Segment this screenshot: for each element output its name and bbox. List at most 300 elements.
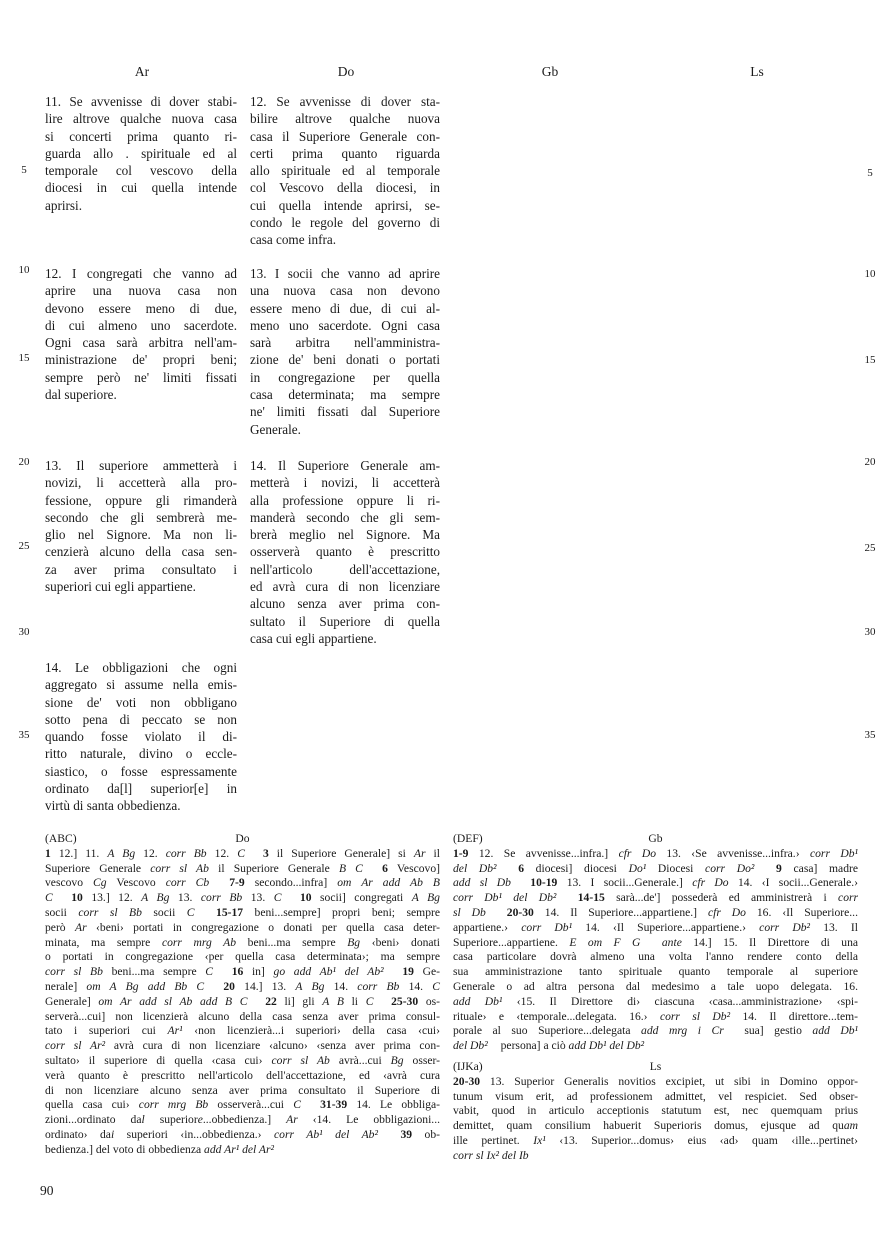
line-reference: 39 (400, 1127, 413, 1141)
variant-text: li (343, 994, 366, 1008)
line-reference: 22 (265, 994, 277, 1008)
apparatus-line (45, 1010, 440, 1025)
paragraph-do (250, 265, 440, 438)
text-line: 13. Il superiore ammetterà i (45, 458, 237, 473)
siglum-note: add Db¹ (453, 994, 503, 1008)
variant-text: 12.] 11. (50, 846, 108, 860)
apparatus-line (453, 876, 858, 891)
variant-text: Ge- (413, 965, 440, 979)
apparatus-line (45, 1084, 440, 1099)
variant-text: 13. Superior Generalis novitios excipiet, ut sibi in Domino oppor- (480, 1074, 858, 1088)
siglum-note: corr Cb (165, 876, 210, 890)
variant-text: ‹beni› portati in congregazione o donati per quella casa deter- (86, 920, 441, 934)
apparatus-line (453, 847, 858, 862)
variant-text: superior (144, 1113, 198, 1127)
variant-text: zioni...ordinato da (45, 1113, 142, 1127)
text-line: metterà i novizi, li accetterà (250, 475, 440, 491)
variant-text: 14. Le obbliga- (347, 1098, 440, 1112)
text-line: alcuno senza aver prima con- (250, 596, 440, 612)
column-header-ls: Ls (750, 64, 764, 79)
variant-text: 12. (206, 846, 238, 860)
text-line: novizi, li accetterà alla pro- (45, 475, 237, 491)
page-number: 90 (40, 1183, 54, 1198)
siglum-note: go add Ab¹ del Ab² (273, 965, 384, 979)
siglum-note: A Bg (107, 846, 136, 860)
text-line: osserverà quanto è prescritto (250, 544, 440, 560)
variant-text: il (425, 846, 440, 860)
apparatus-line (453, 1149, 858, 1164)
text-line: 14. Il Superiore Generale am- (250, 458, 440, 473)
variant-text: porale al suo Superiore...delegata (453, 1024, 642, 1038)
variant-text: superiori ‹in...obbedienza.› (114, 1127, 275, 1141)
siglum-note: cfr Do (692, 876, 729, 890)
variant-text: socii] congregati (311, 891, 412, 905)
siglum-note: Ar (286, 1113, 298, 1127)
apparatus-line (453, 1090, 858, 1105)
line-reference: 1-9 (453, 846, 469, 860)
siglum-note: corr sl Bb (45, 965, 103, 979)
text-line: 13. I socii che vanno ad aprire (250, 266, 440, 281)
variant-text: 13. (242, 891, 274, 905)
line-reference: 20-30 (506, 905, 534, 919)
text-line: zione de' beni donati o portati (250, 352, 440, 368)
siglum-note: om Ar add Ab B (337, 876, 440, 890)
apparatus-sigla: (IJKa) (453, 1060, 483, 1073)
variant-text: tato i superiori cui (45, 1024, 168, 1038)
variant-text: avrà cura di non licenziare ‹alcuno› ‹senza aver prima con- (105, 1039, 441, 1053)
siglum-note: B C (338, 861, 363, 875)
line-reference: 20 (223, 979, 235, 993)
siglum-note: C (45, 891, 53, 905)
paragraph-ar (45, 659, 237, 815)
apparatus-line (453, 950, 858, 965)
line-reference: 6 (518, 861, 524, 875)
text-line: in congregazione per quella (250, 369, 440, 385)
apparatus-line (45, 847, 440, 862)
line-number-left: 30 (18, 626, 30, 638)
text-line: quando fosse violato il di- (45, 729, 237, 745)
siglum-note: A Bg (141, 891, 170, 905)
line-reference: 10 (299, 891, 312, 905)
line-reference: 20-30 (453, 1074, 481, 1088)
line-reference: 25-30 (391, 994, 419, 1008)
text-line: col Vescovo della diocesi, in (250, 180, 440, 196)
text-line: 11. Se avvenisse di dover stabi- (45, 94, 237, 109)
apparatus-line (453, 1024, 858, 1039)
apparatus-line (45, 1024, 440, 1039)
apparatus-line (45, 1069, 440, 1084)
line-reference: 31-39 (320, 1098, 348, 1112)
text-line: fessione, oppure gli rimanderà (45, 492, 237, 508)
siglum-note: corr sl Ab (271, 1053, 330, 1067)
apparatus-header (453, 832, 858, 847)
siglum-note: am (843, 1119, 858, 1133)
apparatus-abc (45, 832, 440, 1158)
siglum-note: Ar¹ (167, 1024, 183, 1038)
variant-text: minata, ma sempre (45, 935, 162, 949)
variant-text: 13. ‹Se avvenisse...infra.› (656, 846, 810, 860)
text-line: secondo che gli sembrerà me- (45, 509, 237, 525)
variant-text: Vescovo (106, 876, 166, 890)
siglum-note: Ar (75, 920, 87, 934)
variant-text: o portati in congregazione ‹per quella casa determinata›; ma sempre (45, 950, 440, 964)
text-line: devono essere meno di due, (45, 300, 237, 316)
apparatus-line (45, 995, 440, 1010)
siglum-note: corr Bb (165, 846, 207, 860)
apparatus-line (45, 891, 440, 906)
apparatus-line (45, 876, 440, 891)
variant-text: ‹14. Le obbligazioni... (297, 1113, 440, 1127)
line-reference: 6 (382, 861, 388, 875)
variant-text: 13. (169, 891, 201, 905)
siglum-note: add mrg i Cr (641, 1024, 724, 1038)
siglum-note: om A Bg add Bb C (86, 979, 205, 993)
variant-text: sua amministrazione tanto spirituale quanto temporale al superiore (453, 965, 858, 979)
line-number-right: 10 (864, 268, 876, 280)
siglum-note: add Db¹ del Db² (568, 1039, 645, 1053)
variant-text: 13. Il (810, 920, 858, 934)
variant-text: Vescovo] (387, 861, 440, 875)
siglum-note: corr Db² (759, 920, 810, 934)
apparatus-sigla: (ABC) (45, 832, 77, 845)
paragraph-ar (45, 265, 237, 403)
text-line: siastico, o fosse espressamente (45, 763, 237, 779)
siglum-note: C (237, 846, 245, 860)
apparatus-line (45, 1128, 440, 1143)
siglum-note: i (110, 1127, 115, 1141)
variant-text: però (45, 920, 76, 934)
apparatus-line (453, 980, 858, 995)
line-number-right: 5 (867, 167, 873, 179)
text-line: manderà secondo che gli sem- (250, 509, 440, 525)
siglum-note: corr sl Db² (659, 1009, 731, 1023)
text-line: Ogni casa sarà arbitra nell'am- (45, 335, 237, 351)
line-reference: 14-15 (577, 891, 605, 905)
apparatus-sigla: (DEF) (453, 832, 483, 845)
siglum-note: sl Db (453, 905, 486, 919)
siglum-note: corr sl Ix² del Ib (453, 1148, 529, 1162)
siglum-note: C (273, 891, 282, 905)
line-number-right: 20 (864, 456, 876, 468)
text-line: glio nel Signore. Ma non li- (45, 527, 237, 543)
variant-text: secondo...infra] (244, 876, 338, 890)
line-number-right: 25 (864, 542, 876, 554)
variant-text: beni...sempre] propri beni; sempre (243, 905, 440, 919)
text-line: alla professione oppure li ri- (250, 492, 440, 508)
variant-text: ille pertinet. (453, 1133, 534, 1147)
variant-text: ...obbedienza.] (202, 1113, 287, 1127)
apparatus-witness: Gb (648, 832, 663, 845)
text-line: 12. Se avvenisse di dover sta- (250, 94, 440, 109)
variant-text: socii (141, 905, 187, 919)
siglum-note: corr mrg Ab (161, 935, 237, 949)
siglum-note: E om F G (569, 935, 641, 949)
apparatus-line (45, 862, 440, 877)
variant-text: sultato› il superiore di quella ‹casa cui› (45, 1053, 272, 1067)
apparatus-witness: Ls (649, 1060, 662, 1073)
text-line: certi prima quanto riguarda (250, 145, 440, 161)
variant-text: osserverà...cui (208, 1098, 294, 1112)
text-line: di cui almeno uno sacerdote. (45, 317, 237, 333)
apparatus-def (453, 832, 858, 1054)
paragraph-do (250, 457, 440, 647)
text-line: brerà meglio nel Signore. Ma (250, 527, 440, 543)
siglum-note: A Bg (295, 979, 325, 993)
variant-text: appartiene.› (453, 920, 522, 934)
line-reference: 16 (231, 965, 244, 979)
siglum-note: Do¹ (628, 861, 647, 875)
line-reference: 10 (71, 891, 83, 905)
variant-text: Superiore Generale (45, 861, 151, 875)
apparatus-line (453, 1134, 858, 1149)
line-number-left: 35 (18, 729, 30, 741)
apparatus-line (45, 1113, 440, 1128)
column-header-ar: Ar (134, 64, 150, 79)
line-reference: 9 (776, 861, 782, 875)
apparatus-line (45, 1098, 440, 1113)
line-reference: 1 (45, 846, 51, 860)
siglum-note: e (197, 1113, 203, 1127)
text-line: lire altrove qualche nuova casa (45, 111, 237, 127)
apparatus-line (453, 891, 858, 906)
siglum-note: corr Bb (357, 979, 400, 993)
apparatus-line (453, 965, 858, 980)
column-header-do: Do (337, 64, 355, 79)
text-line: ministrazione de' propri beni; (45, 352, 237, 368)
apparatus-line (453, 936, 858, 951)
variant-text: il Superiore Generale] si (268, 846, 414, 860)
text-line: dal superiore. (45, 387, 117, 403)
siglum-note: del Db² (453, 1039, 488, 1053)
variant-text: ‹15. Il Direttore di› ciascuna ‹casa...amministrazione› ‹spi- (502, 994, 859, 1008)
variant-text: 12. Se avvenisse...infra.] (468, 846, 619, 860)
text-line: casa come infra. (250, 232, 337, 248)
text-line: aprire una nuova casa non (45, 283, 237, 299)
variant-text: osser- (403, 1053, 440, 1067)
apparatus-line (453, 1119, 858, 1134)
siglum-note: corr sl Ar² (45, 1039, 106, 1053)
text-line: ed avrà cura di non licenziare (250, 579, 440, 595)
text-line: bilire altrove qualche nuova (250, 111, 440, 127)
variant-text: nerale] (45, 979, 87, 993)
variant-text: beni...ma sempre (236, 935, 348, 949)
variant-text: demittet, quam consilium habuerit Superioris domus, ejusque ad qu (453, 1119, 844, 1133)
apparatus-line (453, 921, 858, 936)
text-line: Generale. (250, 421, 301, 437)
variant-text: 14.] 15. Il Direttore di una (681, 935, 859, 949)
line-reference: 19 (402, 965, 414, 979)
apparatus-line (45, 950, 440, 965)
text-line: essere meno di due, di cui al- (250, 300, 440, 316)
variant-text: os- (418, 994, 440, 1008)
siglum-note: Bg (390, 1053, 404, 1067)
variant-text: 14. (399, 979, 433, 993)
variant-text: rituale› e ‹temporale...delegata. 16.› (453, 1009, 660, 1023)
siglum-note: corr sl Ab (150, 861, 209, 875)
apparatus-witness: Do (235, 832, 250, 845)
siglum-note: C (205, 965, 213, 979)
apparatus-ijka (453, 1060, 858, 1164)
siglum-note: add sl Db (453, 876, 511, 890)
variant-text: ‹non licenzierà...i superiori› della casa ‹cui› (182, 1024, 440, 1038)
text-line: sempre però ne' limiti fissati (45, 369, 237, 385)
variant-text: 14. ‹Il Superiore...appartiene.› (572, 920, 760, 934)
siglum-note: ante (661, 935, 682, 949)
apparatus-line (453, 1039, 858, 1054)
siglum-note: add Db¹ (812, 1024, 859, 1038)
text-line: sarà arbitra nell'amministra- (250, 335, 440, 351)
variant-text: 14. ‹I socii...Generale.› (728, 876, 858, 890)
variant-text: vescovo (45, 876, 94, 890)
text-line: meno uno sacerdote. Ogni casa (250, 317, 440, 333)
line-number-left: 25 (18, 540, 30, 552)
apparatus-line (45, 1039, 440, 1054)
siglum-note: C (432, 979, 440, 993)
apparatus-line (45, 1054, 440, 1069)
variant-text: ‹beni› donati (360, 935, 440, 949)
paragraph-ar (45, 93, 237, 214)
variant-text: di non licenziare alcuno senza aver prima consultato il Superiore di (45, 1083, 440, 1097)
siglum-note: C (293, 1098, 301, 1112)
text-line: una nuova casa non devono (250, 283, 440, 299)
apparatus-line (453, 1104, 858, 1119)
line-reference: 7-9 (229, 876, 245, 890)
text-line: 14. Le obbligazioni che ogni (45, 660, 237, 675)
line-number-right: 15 (864, 354, 876, 366)
apparatus-line (453, 906, 858, 921)
siglum-note: om Ar add sl Ab add B C (98, 994, 248, 1008)
text-line: sotto pena di peccato se non (45, 711, 237, 727)
variant-text: in] (243, 965, 274, 979)
variant-text: il Superiore Generale (208, 861, 339, 875)
siglum-note: corr (838, 891, 859, 905)
text-line: aprirsi. (45, 197, 82, 213)
text-line: si concerti prima quanto ri- (45, 128, 237, 144)
variant-text: ordinato› da (45, 1127, 111, 1141)
variant-text: Diocesi (646, 861, 706, 875)
apparatus-line (453, 995, 858, 1010)
text-line: casa cui egli appartiene. (250, 630, 377, 646)
variant-text: 16. ‹Il Superiore... (745, 905, 858, 919)
siglum-note: del Db² (453, 861, 497, 875)
variant-text: 13. I socii...Generale.] (557, 876, 693, 890)
text-line: ritto naturale, divino o eccle- (45, 746, 237, 762)
variant-text: casa particolare dovrà almeno una volta l'anno rendere conto della (453, 950, 858, 964)
siglum-note: Ix¹ (533, 1133, 546, 1147)
variant-text: 12. (135, 846, 166, 860)
apparatus-line (453, 862, 858, 877)
text-line: temporale col vescovo della (45, 163, 237, 179)
apparatus-header (45, 832, 440, 847)
siglum-note: A Bg (411, 891, 440, 905)
apparatus-line (45, 921, 440, 936)
variant-text: quella casa cui› (45, 1098, 139, 1112)
variant-text: Generale] (45, 994, 99, 1008)
apparatus-header (453, 1060, 858, 1075)
line-number-left: 20 (18, 456, 30, 468)
paragraph-do (250, 93, 440, 249)
text-line: condo le regole del governo di (250, 215, 440, 231)
siglum-note: corr Db¹ del Db² (453, 891, 557, 905)
variant-text: beni...ma sempre (102, 965, 206, 979)
line-number-left: 5 (21, 164, 27, 176)
text-line: superiori cui egli appartiene. (45, 579, 196, 595)
text-line: ordinato da[l] superior[e] in (45, 781, 237, 797)
siglum-note: corr mrg Bb (138, 1098, 209, 1112)
text-line: guarda allo . spirituale ed al (45, 145, 237, 161)
apparatus-line (45, 980, 440, 995)
text-line: casa determinata; ma sempre (250, 387, 440, 403)
apparatus-line (453, 1075, 858, 1090)
variant-text: 14. Il Superiore...appartiene.] (533, 905, 708, 919)
apparatus-line (45, 906, 440, 921)
text-line: nell'articolo dell'accettazione, (250, 561, 440, 577)
apparatus-line (453, 1010, 858, 1025)
siglum-note: C (186, 905, 195, 919)
text-line: cui quella intende aprirsi, se- (250, 197, 440, 213)
variant-text: Superiore...appartiene. (453, 935, 570, 949)
text-line: diocesi in cui quella intende (45, 180, 237, 196)
variant-text: bedienza.] del voto di obbedienza (45, 1142, 205, 1156)
variant-text: persona] a ciò (500, 1039, 569, 1053)
variant-text: diocesi] diocesi (523, 861, 629, 875)
variant-text: 14. Il direttore...tem- (730, 1009, 858, 1023)
siglum-note: cfr Do (707, 905, 746, 919)
variant-text: casa] madre (781, 861, 858, 875)
apparatus-line (45, 965, 440, 980)
siglum-note: A B (322, 994, 344, 1008)
siglum-note: add Ar¹ del Ar² (204, 1142, 275, 1156)
paragraph-ar (45, 457, 237, 595)
variant-text: socii (45, 905, 79, 919)
line-number-left: 15 (18, 352, 30, 364)
variant-text: Generale o ad altra persona dal medesimo a tale uopo delegata. 16. (453, 979, 858, 993)
variant-text: sarà...de'] possederà ed amministrerà i (604, 891, 839, 905)
siglum-note: Bg (347, 935, 361, 949)
column-header-gb: Gb (541, 64, 559, 79)
line-number-right: 35 (864, 729, 876, 741)
variant-text: vabit, quod in articulo acceptionis statutum est, nec quemquam prius (453, 1104, 858, 1118)
apparatus-line (45, 1143, 440, 1158)
text-line: sione de' voti non obbligano (45, 694, 237, 710)
variant-text: ‹13. Superior...domus› eius ‹ad› quam ‹ille...pertinet› (545, 1133, 858, 1147)
text-line: sultato il Superiore di quella (250, 613, 440, 629)
siglum-note: cfr Do (618, 846, 657, 860)
line-reference: 10-19 (530, 876, 558, 890)
text-line: ne' limiti fissati dal Superiore (250, 404, 440, 420)
line-reference: 15-17 (216, 905, 244, 919)
text-line: aggregato si assume nella emis- (45, 677, 237, 693)
variant-text: 13.] 12. (82, 891, 142, 905)
line-reference: 3 (262, 846, 269, 860)
siglum-note: corr Bb (200, 891, 243, 905)
variant-text: 14. (324, 979, 358, 993)
siglum-note: C (365, 994, 374, 1008)
siglum-note: corr Db¹ (521, 920, 573, 934)
siglum-note: corr Db¹ (809, 846, 858, 860)
variant-text: sua] gestio (744, 1024, 813, 1038)
text-line: za aver prima consultato i (45, 561, 237, 577)
variant-text: tunum visum erit, ad professionem admittet, vel respiciet. Sed obser- (453, 1089, 858, 1103)
siglum-note: corr sl Bb (78, 905, 142, 919)
variant-text: verà quanto è prescritto nell'articolo dell'accettazione, ed ‹avrà cura (45, 1068, 440, 1082)
variant-text: li] gli (276, 994, 323, 1008)
siglum-note: corr Ab¹ del Ab² (274, 1127, 378, 1141)
line-number-right: 30 (864, 626, 876, 638)
text-line: 12. I congregati che vanno ad (45, 266, 237, 281)
line-number-left: 10 (18, 264, 30, 276)
variant-text: serverà...cui] non licenzierà alcuno della casa senza aver prima consul- (45, 1009, 440, 1023)
